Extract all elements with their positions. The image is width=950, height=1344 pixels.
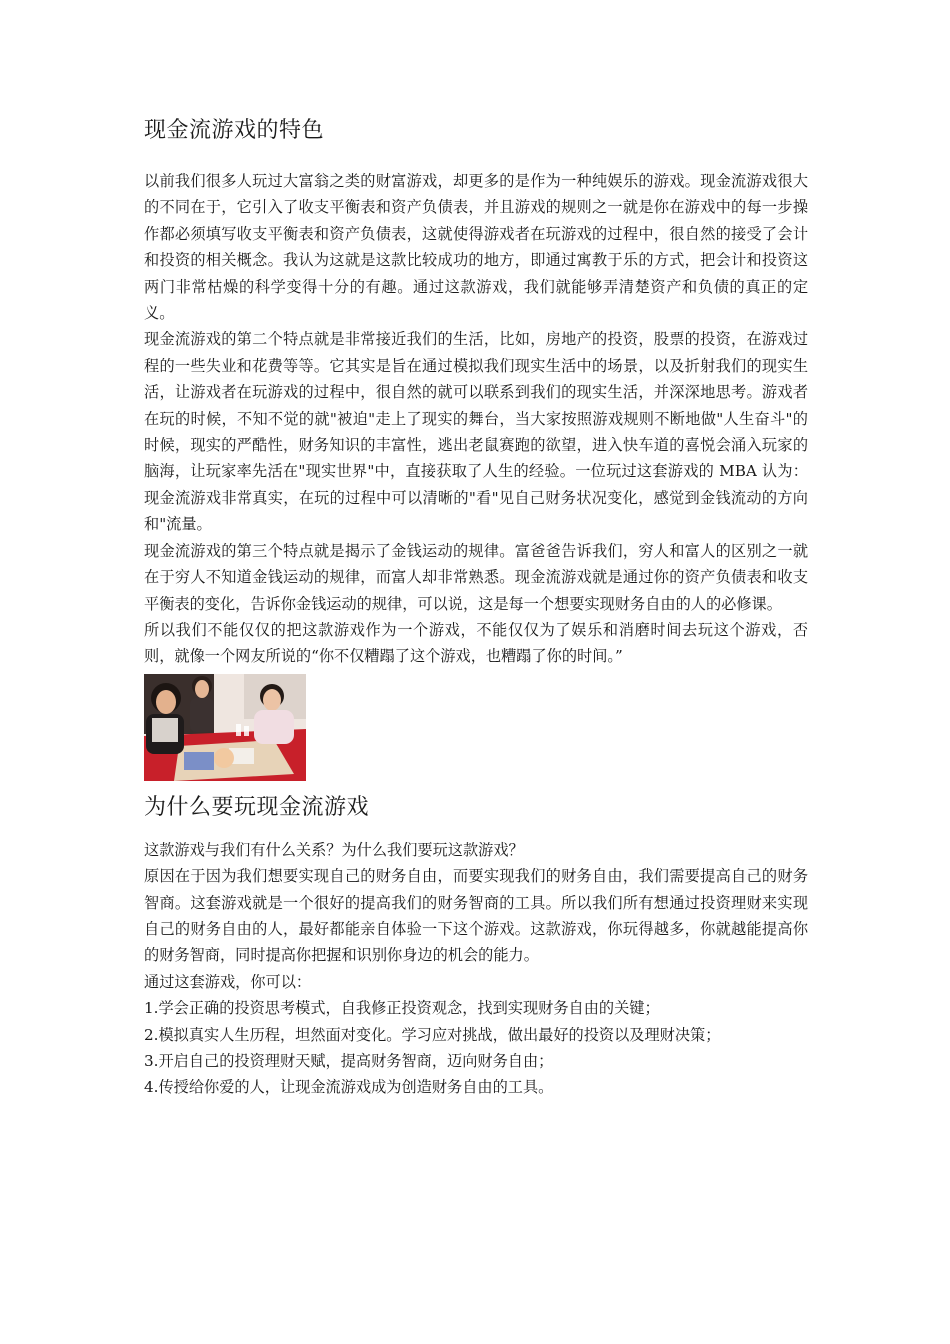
question-line: 这款游戏与我们有什么关系？为什么我们要玩这款游戏？ [144,840,524,859]
list-item: 3.开启自己的投资理财天赋，提高财务智商，迈向财务自由； [144,1051,554,1070]
paragraph: 以前我们很多人玩过大富翁之类的财富游戏，却更多的是作为一种纯娱乐的游戏。现金流游戏很大的不同在于，它引入了收支平衡表和资产负债表，并且游戏的规则之一就是你在游戏中的每一步操作都必须填写收支平衡表和资产负债表，这就使得游戏者在玩游戏的过程中，很自然的接受了会计和投资的相关概念。我认为这就是这款比较成功的地方，即通过寓教于乐的方式，把会计和投资这两门非常枯燥的科学变得十分的有趣。通过这款游戏，我们就能够弄清楚资产和负债的真正的定义。 [144,172,808,323]
section-title-why-play: 为什么要玩现金流游戏 [144,794,370,820]
section-title-features: 现金流游戏的特色 [144,118,325,143]
document-page [144,116,808,1101]
why-play-body [144,837,808,1101]
list-item: 2.模拟真实人生历程，坦然面对变化。学习应对挑战，做出最好的投资以及理财决策； [144,1025,721,1044]
paragraph: 原因在于因为我们想要实现自己的财务自由，而要实现我们的财务自由，我们需要提高自己的财务智商。这套游戏就是一个很好的提高我们的财务智商的工具。所以我们所有想通过投资理财来实现自己的财务自由的人，最好都能亲自体验一下这个游戏。这款游戏，你玩得越多，你就越能提高你的财务智商，同时提高你把握和识别你身边的机会的能力。 [144,867,808,965]
list-intro: 通过这套游戏，你可以： [144,972,312,991]
list-item: 1.学会正确的投资思考模式，自我修正投资观念，找到实现财务自由的关键； [144,999,660,1018]
paragraph: 现金流游戏的第二个特点就是非常接近我们的生活，比如，房地产的投资，股票的投资，在游戏过程的一些失业和花费等等。它其实是旨在通过模拟我们现实生活中的场景，以及折射我们的现实生活，让游戏者在玩游戏的过程中，很自然的就可以联系到我们的现实生活，并深深地思考。游戏者在玩的时候，不知不觉的就"被迫"走上了现实的舞台，当大家按照游戏规则不断地做"人生奋斗"的时候，现实的严酷性，财务知识的丰富性，逃出老鼠赛跑的欲望，进入快车道的喜悦会涌入玩家的脑海，让玩家率先活在"现实世界"中，直接获取了人生的经验。一位玩过这套游戏的 MBA 认为：现金流游戏非常真实，在玩的过程中可以清晰的"看"见自己财务状况变化，感觉到金钱流动的方向和"流量。 [144,330,808,534]
photo-people-playing-board-game [144,674,306,781]
features-body [144,168,808,670]
paragraph: 现金流游戏的第三个特点就是揭示了金钱运动的规律。富爸爸告诉我们，穷人和富人的区别之一就在于穷人不知道金钱运动的规律，而富人却非常熟悉。现金流游戏就是通过你的资产负债表和收支平衡表的变化，告诉你金钱运动的规律，可以说，这是每一个想要实现财务自由的人的必修课。 [144,541,808,613]
paragraph: 所以我们不能仅仅的把这款游戏作为一个游戏，不能仅仅为了娱乐和消磨时间去玩这个游戏，否则，就像一个网友所说的“你不仅糟蹋了这个游戏，也糟蹋了你的时间。” [144,620,808,666]
list-item: 4.传授给你爱的人，让现金流游戏成为创造财务自由的工具。 [144,1078,554,1097]
